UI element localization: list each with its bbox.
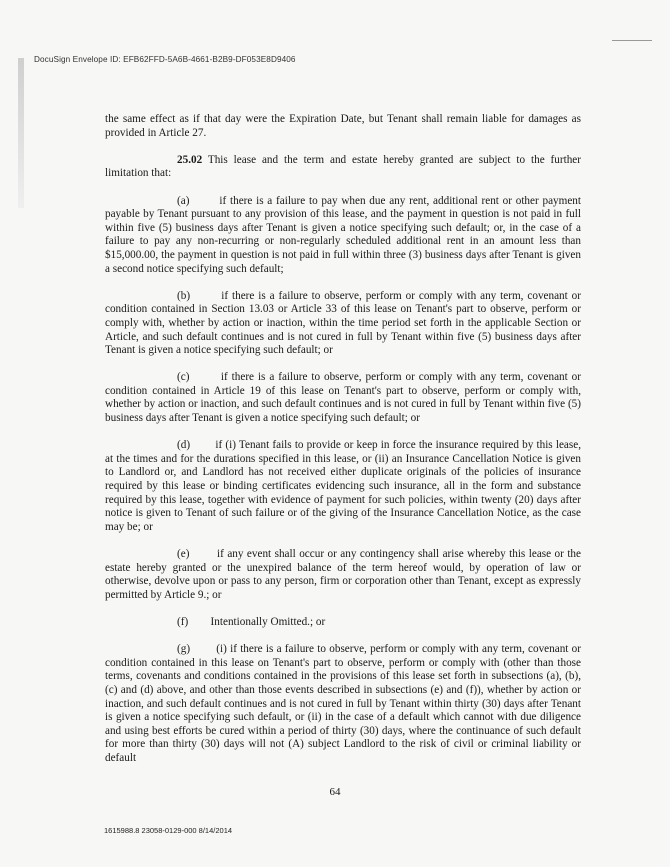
- section-25-02: [105, 154, 581, 181]
- docusign-envelope-id: DocuSign Envelope ID: EFB62FFD-5A6B-4661-B2B9-DF053E8D9406: [34, 55, 296, 64]
- scan-edge-mark: [18, 58, 24, 208]
- paragraph-continuation: the same effect as if that day were the Expiration Date, but Tenant shall remain liable for damages as provided in Article 27.: [105, 113, 581, 139]
- clause-g: (g) (i) if there is a failure to observe, perform or comply with any term, covenant or condition contained in this lease on Tenant's part to observe, perform or comply with (other than those terms, covenants and conditions contained in the provisions of this lease set forth in subsections (a), (b), (c) and (d) above, and other than those events described in subsections (e) and (f)), whether by action or inaction, and such default continues and is not cured in full by Tenant within thirty (30) days after Tenant is given a notice specifying such default, or (ii) in the case of a default which cannot with due diligence and using best efforts be cured within a period of thirty (30) days, where the continuance of such default for more than thirty (30) days will not (A) subject Landlord to the risk of civil or criminal liability or default: [105, 643, 584, 764]
- page-number: 64: [329, 786, 341, 798]
- section-number: 25.02: [177, 153, 203, 166]
- clause-b: (b) if there is a failure to observe, perform or comply with any term, covenant or condition contained in Section 13.03 or Article 33 of this lease on Tenant's part to observe, perform or comply with, whether by action or inaction, within the time period set forth in the applicable Section or Article, and such default continues and is not cured in full by Tenant within five (5) business days after Tenant is given a notice specifying such default; or: [105, 289, 584, 357]
- section-text: This lease and the term and estate hereby granted are subject to the further limitation that:: [105, 153, 581, 180]
- lease-body: [105, 113, 584, 779]
- clause-e: (e) if any event shall occur or any contingency shall arise whereby this lease or the estate hereby granted or the unexpired balance of the term hereof would, by operation of law or otherwise, devolve upon or pass to any person, firm or corporation other than Tenant, except as expressly permitted by Article 9.; or: [105, 548, 584, 601]
- corner-line: [612, 40, 652, 41]
- clause-f: (f) Intentionally Omitted.; or: [177, 615, 326, 628]
- clause-d: (d) if (i) Tenant fails to provide or keep in force the insurance required by this lease, at the times and for the durations specified in this lease, or (ii) an Insurance Cancellation Notice is given to Landlord or, and Landlord has not received either duplicate originals of the policies of insurance required by this lease or binding certificates evidencing such insurance, all in the form and substance required by this lease, together with evidence of payment for such policies, within twenty (20) days after notice is given to Tenant of such failure or of the giving of the Insurance Cancellation Notice, as the case may be; or: [105, 439, 584, 533]
- clause-c: (c) if there is a failure to observe, perform or comply with any term, covenant or condition contained in Article 19 of this lease on Tenant's part to observe, perform or comply with, whether by action or inaction, and such default continues and is not cured in full by Tenant within five (5) business days after Tenant is given a notice specifying such default; or: [105, 371, 584, 425]
- clause-a: (a) if there is a failure to pay when due any rent, additional rent or other payment payable by Tenant pursuant to any provision of this lease, and the payment in question is not paid in full within five (5) business days after Tenant is given a notice specifying such default; or, in the case of a failure to pay any non-recurring or non-regularly scheduled additional rent in an amount less than $15,000.00, the payment in question is not paid in full within three (3) business days after Tenant is given a second notice specifying such default;: [105, 194, 584, 275]
- document-footer: 1615988.8 23058-0129-000 8/14/2014: [104, 826, 233, 835]
